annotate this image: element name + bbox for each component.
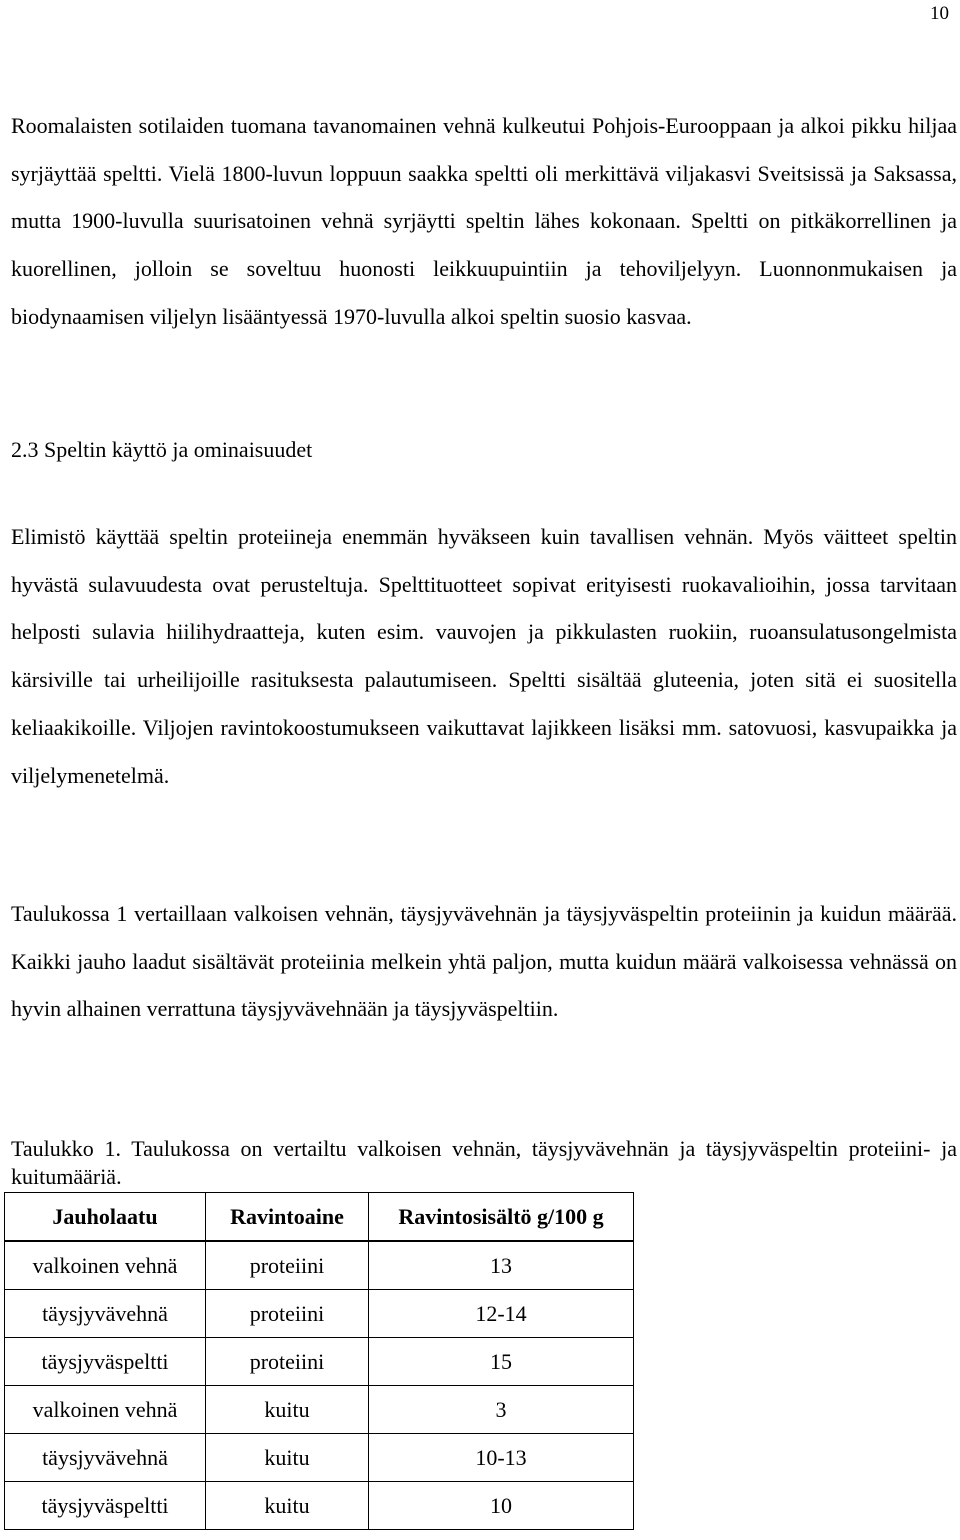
cell-nutrient: kuitu <box>206 1386 369 1434</box>
table-header-row <box>5 1193 634 1242</box>
header-cell-nutrient: Ravintoaine <box>206 1193 369 1242</box>
section-heading: 2.3 Speltin käyttö ja ominaisuudet <box>11 437 313 462</box>
cell-content: 12-14 <box>369 1290 634 1338</box>
cell-nutrient: proteiini <box>206 1290 369 1338</box>
table-row <box>5 1482 634 1530</box>
cell-nutrient: kuitu <box>206 1482 369 1530</box>
cell-flour-type: valkoinen vehnä <box>5 1241 206 1290</box>
cell-nutrient: kuitu <box>206 1434 369 1482</box>
cell-content: 3 <box>369 1386 634 1434</box>
table-row <box>5 1290 634 1338</box>
cell-content: 10 <box>369 1482 634 1530</box>
cell-nutrient: proteiini <box>206 1338 369 1386</box>
cell-content: 10-13 <box>369 1434 634 1482</box>
cell-nutrient: proteiini <box>206 1241 369 1290</box>
cell-content: 13 <box>369 1241 634 1290</box>
page-number: 10 <box>930 3 949 24</box>
cell-flour-type: täysjyvävehnä <box>5 1290 206 1338</box>
cell-flour-type: täysjyväspeltti <box>5 1338 206 1386</box>
table-row <box>5 1338 634 1386</box>
paragraph-history: Roomalaisten sotilaiden tuomana tavanomainen vehnä kulkeutui Pohjois-Eurooppaan ja alkoi pikku hiljaa syrjäyttää speltti. Vielä 1800-luvun loppuun saakka speltti oli merkittävä viljakasvi Sveitsissä ja Saksassa, mutta 1900-luvulla suurisatoinen vehnä syrjäytti speltin lähes kokonaan. Speltti on pitkäkorrellinen ja kuorellinen, jolloin se soveltuu huonosti leikkuupuintiin ja tehoviljelyyn. Luonnonmukaisen ja biodynaamisen viljelyn lisääntyessä 1970-luvulla alkoi speltin suosio kasvaa. <box>11 113 957 329</box>
table-caption: Taulukko 1. Taulukossa on vertailtu valkoisen vehnän, täysjyvävehnän ja täysjyväspeltin proteiini- ja kuitumääriä. <box>11 1136 957 1189</box>
header-cell-flour-type: Jauholaatu <box>5 1193 206 1242</box>
cell-flour-type: valkoinen vehnä <box>5 1386 206 1434</box>
table-row <box>5 1241 634 1290</box>
cell-flour-type: täysjyväspeltti <box>5 1482 206 1530</box>
table-row <box>5 1386 634 1434</box>
paragraph-table-intro: Taulukossa 1 vertaillaan valkoisen vehnän, täysjyvävehnän ja täysjyväspeltin proteiinin ja kuidun määrää. Kaikki jauho laadut sisältävät proteiinia melkein yhtä paljon, mutta kuidun määrä valkoisessa vehnässä on hyvin alhainen verrattuna täysjyvävehnään ja täysjyväspeltiin. <box>11 901 957 1022</box>
nutrition-table <box>4 1192 634 1530</box>
header-cell-content: Ravintosisältö g/100 g <box>369 1193 634 1242</box>
cell-content: 15 <box>369 1338 634 1386</box>
table-row <box>5 1434 634 1482</box>
cell-flour-type: täysjyvävehnä <box>5 1434 206 1482</box>
paragraph-usage: Elimistö käyttää speltin proteiineja enemmän hyväkseen kuin tavallisen vehnän. Myös väitteet speltin hyvästä sulavuudesta ovat perusteltuja. Spelttituotteet sopivat erityisesti ruokavalioihin, jossa tarvitaan helposti sulavia hiilihydraatteja, kuten esim. vauvojen ja pikkulasten ruokiin, ruoansulatusongelmista kärsiville tai urheilijoille rasituksesta palautumiseen. Speltti sisältää gluteenia, joten sitä ei suositella keliaakikoille. Viljojen ravintokoostumukseen vaikuttavat lajikkeen lisäksi mm. satovuosi, kasvupaikka ja viljelymenetelmä. <box>11 524 957 788</box>
